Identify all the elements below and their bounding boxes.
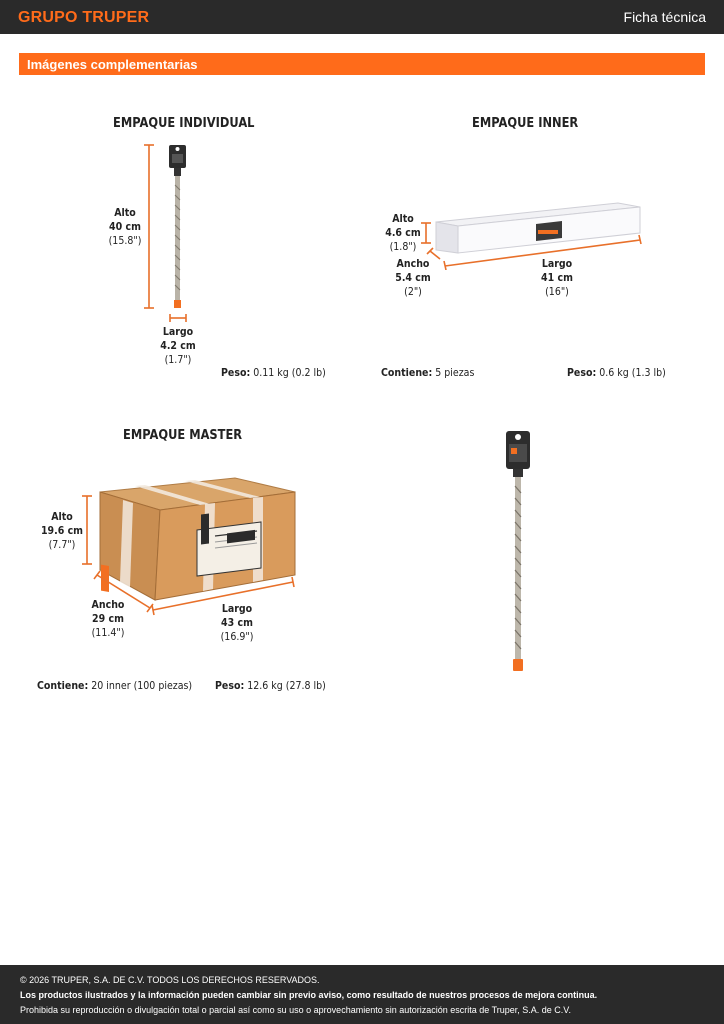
document-type: Ficha técnica	[623, 9, 706, 25]
footer-copyright: © 2026 TRUPER, S.A. DE C.V. TODOS LOS DERECHOS RESERVADOS.	[20, 975, 320, 985]
individual-alto-label: Alto 40 cm (15.8")	[108, 207, 142, 247]
individual-package-image	[140, 140, 200, 325]
master-largo-label: Largo 43 cm (16.9")	[220, 603, 254, 643]
truper-logo: GRUPO TRUPER	[18, 9, 150, 26]
product-image	[500, 428, 536, 676]
master-alto-label: Alto 19.6 cm (7.7")	[40, 511, 84, 551]
inner-title: EMPAQUE INNER	[472, 116, 579, 131]
inner-package-image	[418, 195, 648, 270]
inner-ancho-label: Ancho 5.4 cm (2")	[395, 258, 431, 298]
inner-largo-label: Largo 41 cm (16")	[541, 258, 573, 298]
page-header	[0, 0, 724, 34]
section-header	[19, 53, 705, 75]
master-contents: Contiene: 20 inner (100 piezas)	[37, 680, 193, 692]
inner-contents: Contiene: 5 piezas	[381, 367, 475, 379]
individual-title: EMPAQUE INDIVIDUAL	[113, 116, 255, 131]
inner-alto-label: Alto 4.6 cm (1.8")	[385, 213, 421, 253]
individual-weight: Peso: 0.11 kg (0.2 lb)	[221, 367, 326, 379]
page-footer	[0, 965, 724, 1024]
master-ancho-label: Ancho 29 cm (11.4")	[91, 599, 125, 639]
inner-weight: Peso: 0.6 kg (1.3 lb)	[567, 367, 666, 379]
master-title: EMPAQUE MASTER	[123, 428, 243, 443]
master-weight: Peso: 12.6 kg (27.8 lb)	[215, 680, 326, 692]
section-title: Imágenes complementarias	[27, 57, 198, 72]
footer-legal: Prohibida su reproducción o divulgación total o parcial así como su uso o aprovechamiento sin autorización escrita de Truper, S.A. de C.V.	[20, 1005, 571, 1015]
individual-largo-label: Largo 4.2 cm (1.7")	[160, 326, 196, 366]
footer-notice: Los productos ilustrados y la información pueden cambiar sin previo aviso, como resultado de nuestros procesos de mejora continua.	[20, 990, 598, 1000]
